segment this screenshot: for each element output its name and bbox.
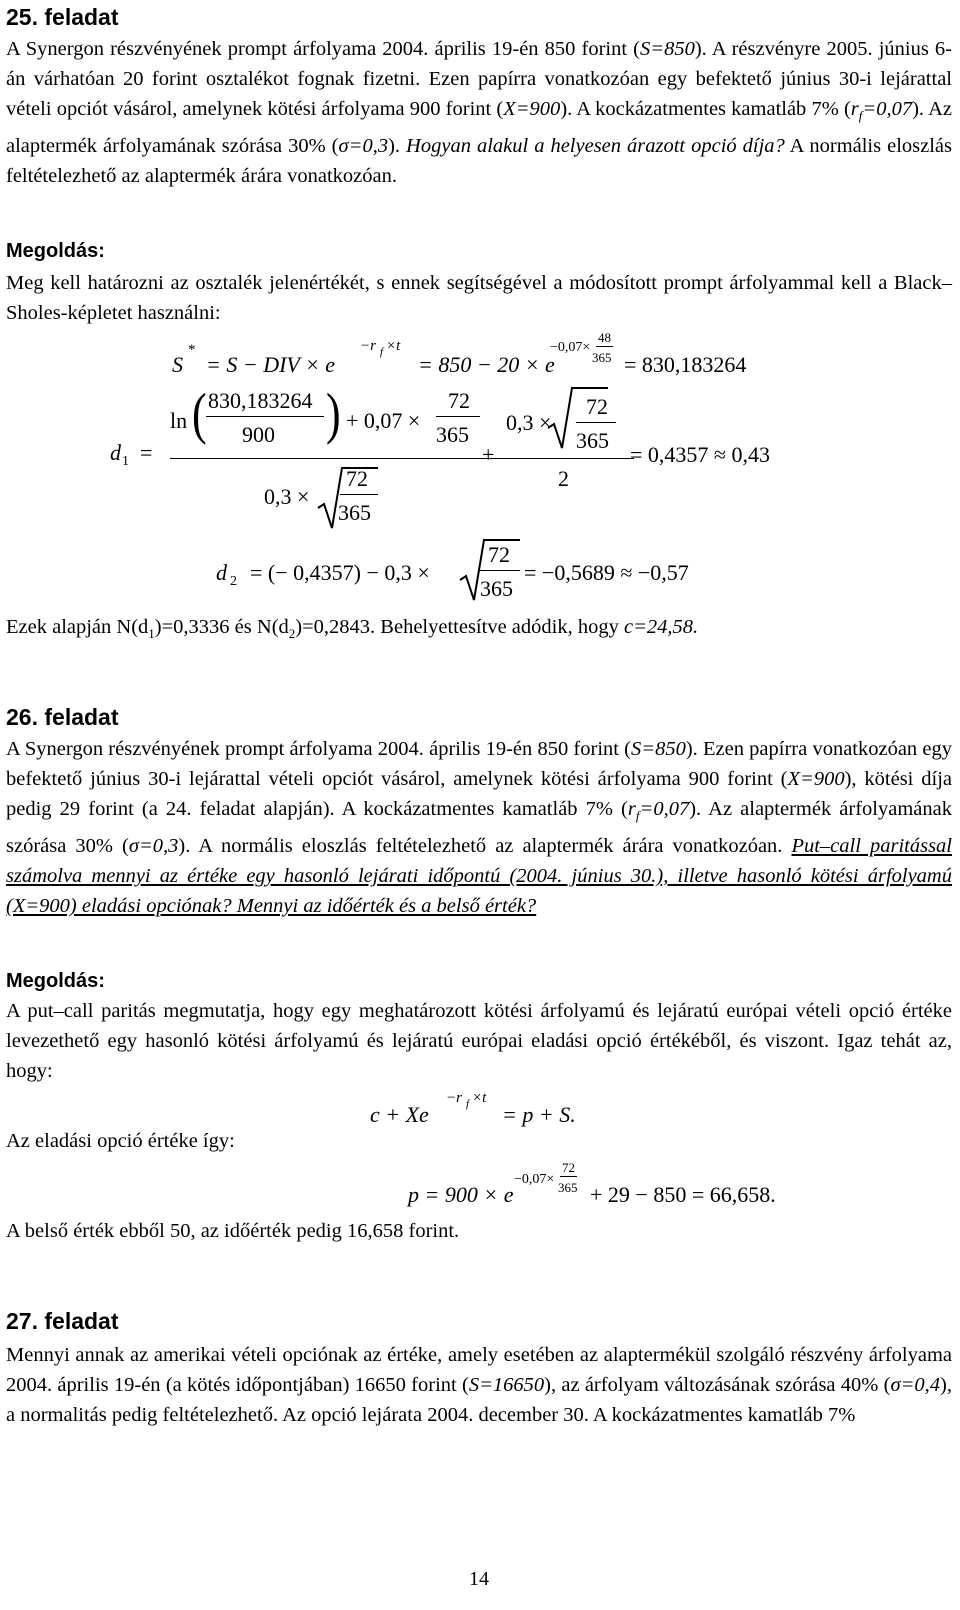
task-25-solution-title: Megoldás: bbox=[6, 240, 105, 262]
task-27-text: Mennyi annak az amerikai vételi opciónak az értéke, amely esetében az alaptermékül szolgáló részvény árfolyama 2004. április 19-én (a kötés időpontjában) 16650 forint (S=16650), az árfolyam változásának szórása 40% (σ=0,4), a normalitás pedig feltételezhető. Az opció lejárata 2004. december 30. A kockázatmentes kamatláb 7% bbox=[6, 1344, 952, 1426]
task-26-solution-text: A put–call paritás megmutatja, hogy egy meghatározott kötési árfolyamú és lejáratú európai vételi opció értéke levezethető egy hasonló kötési árfolyamú és lejáratú európai eladási opció értékéből, és viszont. Igaz tehát az, hogy: bbox=[6, 1000, 952, 1082]
page-number: 14 bbox=[469, 1568, 489, 1590]
task-25-question: Hogyan alakul a helyesen árazott opció díja? bbox=[406, 135, 785, 158]
equation-s-star: S * = S − DIV × e −r f ×t = 850 − 20 × e −0,07× 48 365 = 830,183264 bbox=[172, 330, 747, 377]
task-25-solution-text: Meg kell határozni az osztalék jelenértékét, s ennek segítségével a módosított prompt árfolyammal kell a Black–Sholes-képletet használni: bbox=[6, 272, 952, 324]
task-25-title: 25. feladat bbox=[6, 4, 119, 30]
task-27-title: 27. feladat bbox=[6, 1308, 119, 1334]
put-value-label: Az eladási opció értéke így: bbox=[6, 1130, 235, 1152]
equation-put-call-parity: c + Xe −r f ×t = p + S. bbox=[370, 1090, 576, 1127]
task-26-text: A Synergon részvényének prompt árfolyama 2004. április 19-én 850 forint (S=850). Ezen papírra vonatkozóan egy befektető június 30-i lejárattal vételi opciót vásárol, amelynek kötési árfolyama 900 forint (X=900), kötési díja pedig 29 forint (a 24. feladat alapján). A kockázatmentes kamatláb 7% $(r_f=0,07)$. Az alaptermék árfolyamának szórása 30% (σ=0,3). A normális eloszlás feltételezhető az alaptermék árára vonatkozóan. Put–call paritással számolva mennyi az értéke egy hasonló lejárati időpontú (2004. június 30.), illetve hasonló kötési árfolyamú (X=900) eladási opciónak? Mennyi az időérték és a belső érték? bbox=[6, 738, 952, 918]
task-25-conclusion: Ezek alapján $N(d_1)=0,3336$ és $N(d_2)=0,2843$. Behelyettesítve adódik, hogy c=24,58. bbox=[6, 616, 699, 642]
task-26-title: 26. feladat bbox=[6, 704, 119, 730]
task-26-last: A belső érték ebből 50, az időérték pedig 16,658 forint. bbox=[6, 1220, 460, 1242]
task-25-text: A Synergon részvényének prompt árfolyama 2004. április 19-én 850 forint (S=850). A részvényre 2005. június 6-án várhatóan 20 forint osztalékot fognak fizetni. Ezen papírra vonatkozóan egy befektető június 30-i lejárattal vételi opciót vásárol, amelynek kötési árfolyama 900 forint (X=900). A kockázatmentes kamatláb 7% $(r_f=0,07)$. Az alaptermék árfolyamának szórása 30% (σ=0,3). Hogyan alakul a helyesen árazott opció díja? A normális eloszlás feltételezhető az alaptermék árára vonatkozóan. bbox=[6, 38, 953, 188]
task-26-solution-title: Megoldás: bbox=[6, 970, 105, 992]
equation-put-value: p = 900 × e −0,07× 72 365 + 29 − 850 = 66,658. bbox=[408, 1160, 776, 1207]
equation-d2: d 2 = (− 0,4357) − 0,3 × 72 365 = −0,5689 ≈ −0,57 bbox=[216, 536, 736, 606]
task-26-question: Put–call paritással számolva mennyi az értéke egy hasonló lejárati időpontú (2004. június 30.), illetve hasonló kötési árfolyamú (X=900) eladási opciónak? Mennyi az időérték és a belső érték? bbox=[6, 835, 952, 918]
equation-d1: d 1 = ln ( 830,183264 900 ) + 0,07 × 72 365 0,3 × 72 365 + 0,3 × 72 365 2 = 0,4357 ≈ 0,43 bbox=[110, 384, 830, 534]
